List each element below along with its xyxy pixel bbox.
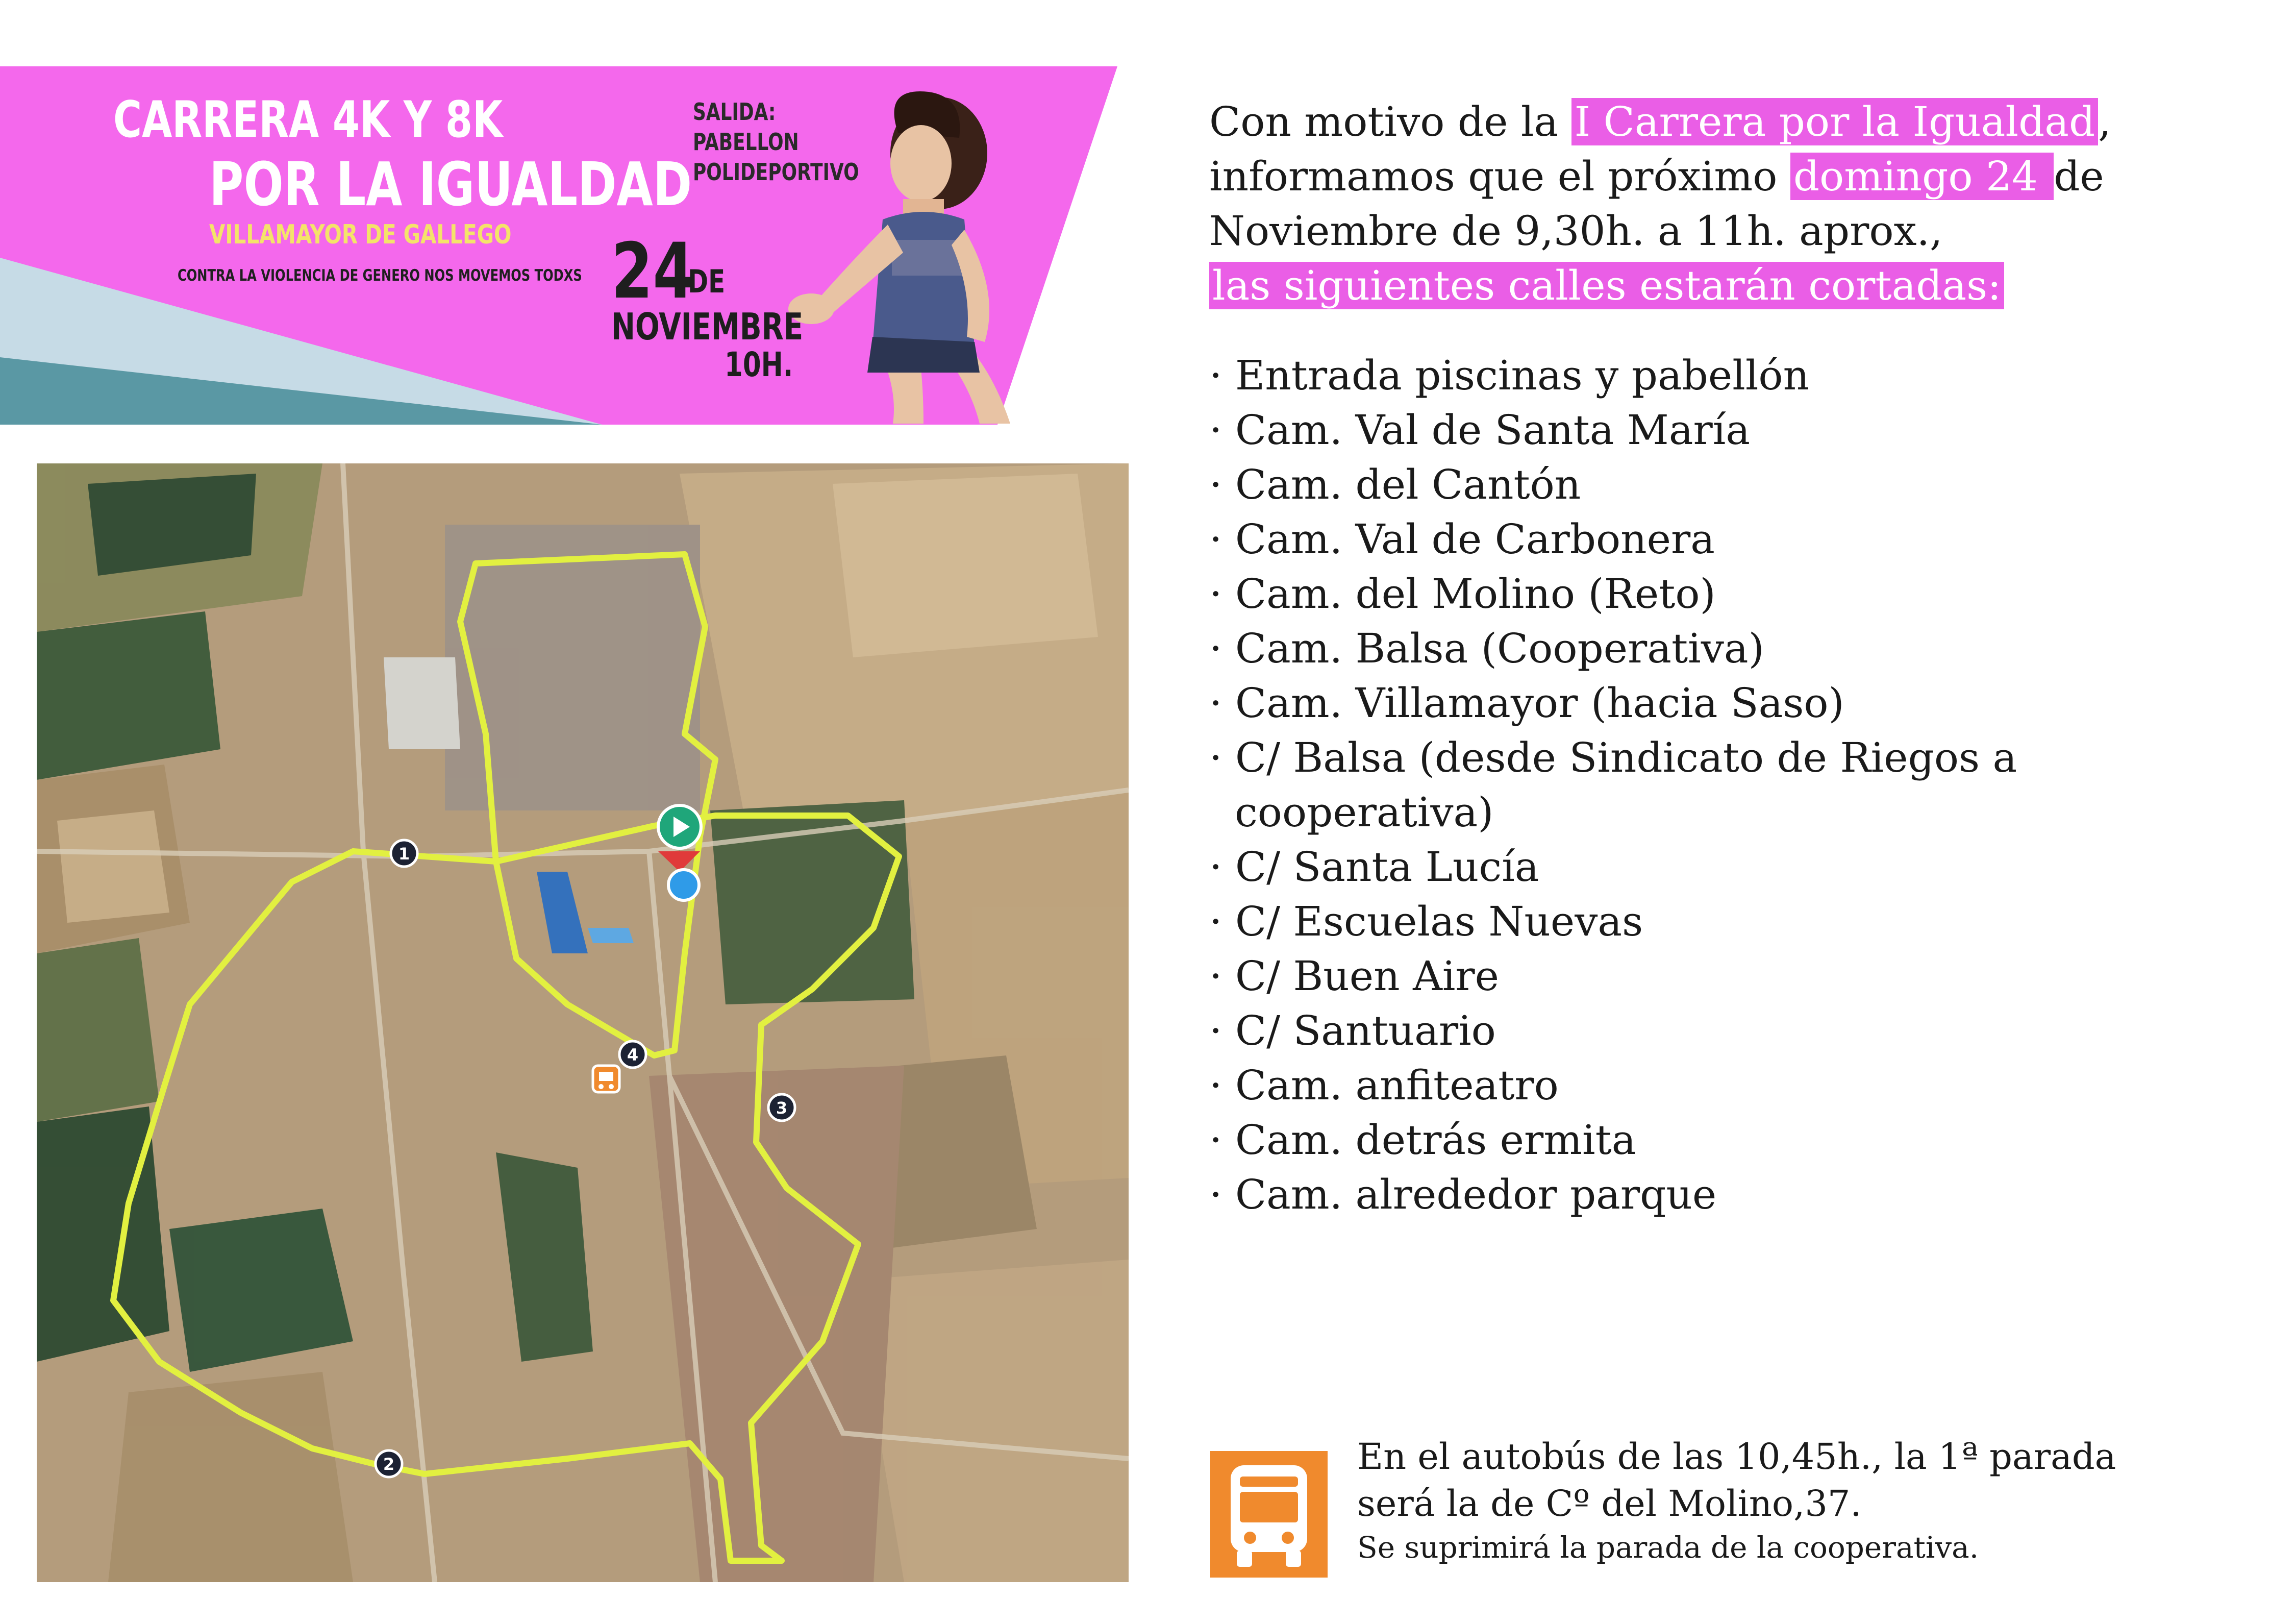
- list-item: · C/ Escuelas Nuevas: [1209, 898, 1643, 945]
- list-item: · C/ Buen Aire: [1209, 952, 1500, 1000]
- checkpoint-1: [391, 840, 417, 867]
- intro-line3-text: Noviembre de 9,30h. a 11h. aprox.,: [1209, 207, 1943, 255]
- bus-notice-line1: En el autobús de las 10,45h., la 1ª parada: [1357, 1436, 2116, 1478]
- bus-stop-icon: [593, 1066, 619, 1092]
- banner-start-location: [693, 97, 859, 187]
- banner-title-line1: CARRERA 4K Y 8K: [113, 91, 503, 149]
- banner-slogan: CONTRA LA VIOLENCIA DE GENERO NOS MOVEMOS TODXS: [178, 266, 582, 285]
- svg-text:4: 4: [627, 1045, 639, 1065]
- svg-text:1: 1: [398, 844, 410, 864]
- finish-marker-icon: [668, 870, 699, 900]
- banner-time: 10H.: [725, 345, 793, 384]
- checkpoint-4: [619, 1041, 646, 1068]
- list-item: · Cam. del Cantón: [1209, 461, 1581, 508]
- list-item: · Entrada piscinas y pabellón: [1209, 352, 1810, 399]
- list-item: · Cam. alrededor parque: [1209, 1171, 1717, 1218]
- list-item: · Cam. anfiteatro: [1209, 1062, 1559, 1109]
- list-item: · C/ Santa Lucía: [1209, 843, 1539, 891]
- event-banner: [0, 0, 1143, 429]
- intro-line1-text: Con motivo de la: [1209, 98, 1571, 145]
- list-item: · Cam. Villamayor (hacia Saso): [1209, 679, 1844, 727]
- checkpoint-2: [376, 1450, 402, 1477]
- salida-place-line1: PABELLON: [693, 128, 799, 156]
- list-item: · C/ Balsa (desde Sindicato de Riegos a cooperativa): [1209, 734, 2017, 836]
- intro-paragraph: [1209, 94, 2255, 313]
- svg-text:2: 2: [383, 1455, 395, 1474]
- list-item: · Cam. detrás ermita: [1209, 1116, 1636, 1164]
- intro-line2-post: de: [2054, 153, 2104, 200]
- closed-streets-heading: las siguientes calles estarán cortadas:: [1209, 262, 2004, 309]
- salida-place-line2: POLIDEPORTIVO: [693, 158, 859, 186]
- banner-town: VILLAMAYOR DE GALLEGO: [209, 219, 512, 250]
- salida-label: SALIDA:: [693, 98, 776, 126]
- list-item: · C/ Santuario: [1209, 1007, 1496, 1054]
- list-item: · Cam. Balsa (Cooperativa): [1209, 625, 1764, 672]
- bus-notice: [1357, 1433, 2276, 1568]
- list-item: · Cam. Val de Santa María: [1209, 406, 1751, 454]
- route-map: [37, 463, 1129, 1582]
- date-highlight: domingo 24: [1790, 153, 2054, 200]
- list-item: · Cam. del Molino (Reto): [1209, 570, 1716, 618]
- banner-month: NOVIEMBRE: [611, 305, 804, 348]
- banner-day: 24: [611, 227, 694, 316]
- satellite-map: [37, 463, 1129, 1582]
- checkpoint-3: [768, 1094, 795, 1121]
- banner-title-line2: POR LA IGUALDAD: [209, 149, 692, 219]
- event-name-highlight: I Carrera por la Igualdad: [1571, 98, 2099, 145]
- bus-notice-line3: Se suprimirá la parada de la cooperativa.: [1357, 1530, 1979, 1565]
- intro-line1-post: ,: [2098, 98, 2111, 145]
- bus-notice-line2: será la de Cº del Molino,37.: [1357, 1483, 1862, 1524]
- closed-streets-list: [1209, 348, 2255, 1222]
- intro-line2-text: informamos que el próximo: [1209, 153, 1790, 200]
- bus-icon: [1210, 1451, 1328, 1578]
- svg-text:3: 3: [776, 1098, 788, 1118]
- banner-de: DE: [688, 263, 726, 300]
- list-item: · Cam. Val de Carbonera: [1209, 515, 1715, 563]
